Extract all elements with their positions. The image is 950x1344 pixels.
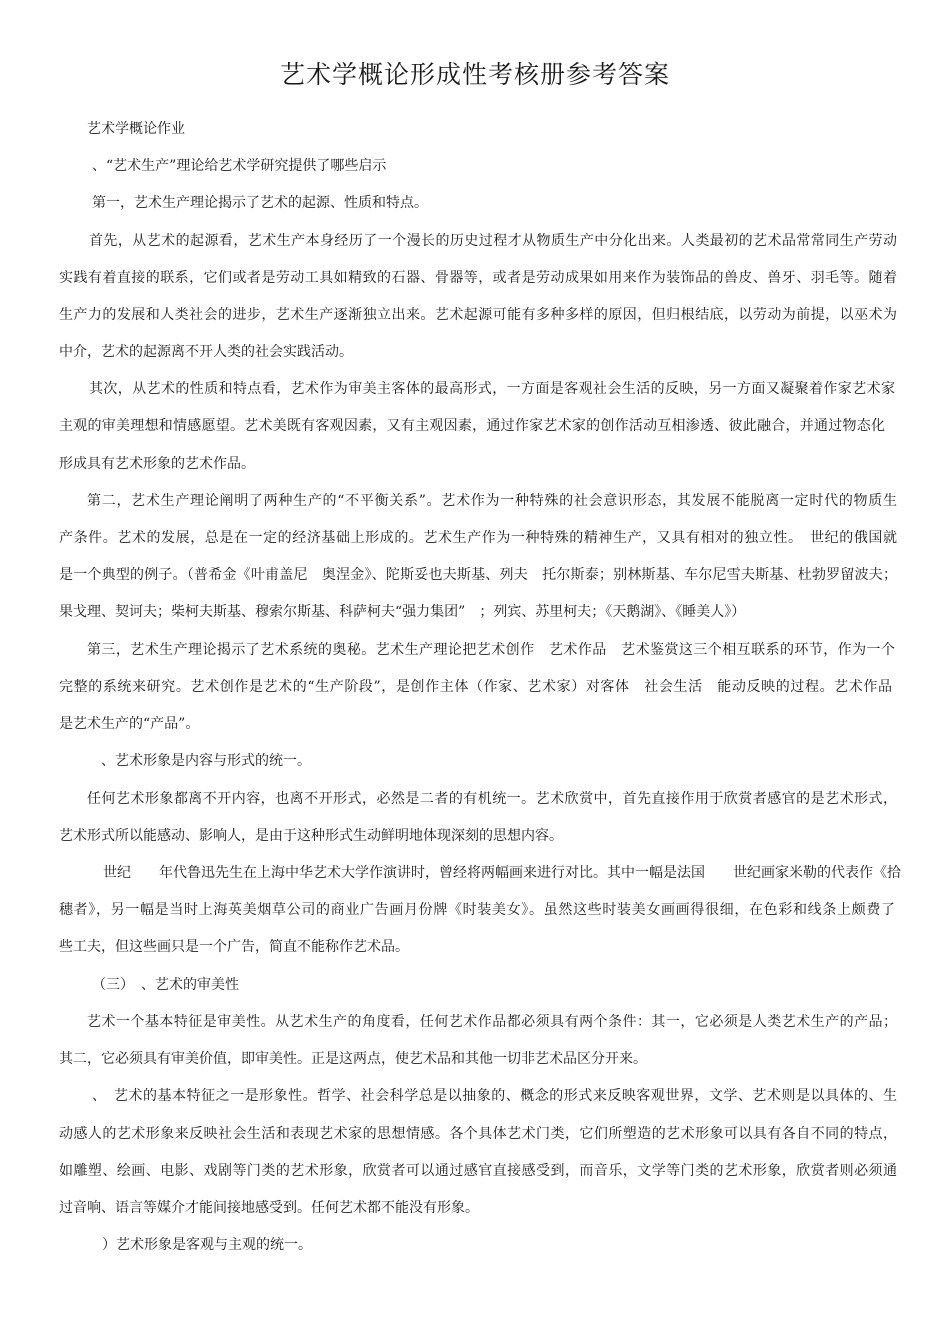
text-line: 穗者》，另一幅是当时上海英美烟草公司的商业广告画月份牌《时装美女》。虽然这些时装美女画画得很细，在色彩和线条上颇费了 [59, 902, 895, 918]
text-line: 其二，它必须具有审美价值，即审美性。正是这两点，使艺术品和其他一切非艺术品区分开来。 [59, 1051, 647, 1067]
section-heading: 、艺术形象是内容与形式的统一。 [101, 753, 311, 769]
question-heading: 、“艺术生产”理论给艺术学研究提供了哪些启示 [92, 158, 387, 174]
text-line: 第二，艺术生产理论阐明了两种生产的“不平衡关系”。艺术作为一种特殊的社会意识形态，其发展不能脱离一定时代的物质生 [87, 493, 897, 509]
text-line: 艺术形式所以能感动、影响人，是由于这种形式生动鲜明地体现深刻的思想内容。 [59, 828, 563, 844]
text-line: 动感人的艺术形象来反映社会生活和表现艺术家的思想情感。各个具体艺术门类，它们所塑造的艺术形象可以具有各自不同的特点， [59, 1126, 897, 1142]
text-line: 生产力的发展和人类社会的进步，艺术生产逐渐独立出来。艺术起源可能有多种多样的原因，但归根结底，以劳动为前提，以巫术为 [59, 307, 897, 323]
text-line: 是艺术生产的“产品”。 [59, 716, 200, 732]
text-line: 些工夫，但这些画只是一个广告，简直不能称作艺术品。 [59, 939, 409, 955]
text-line: 过音响、语言等媒介才能间接地感受到。任何艺术都不能没有形象。 [59, 1200, 479, 1216]
text-line: 产条件。艺术的发展，总是在一定的经济基础上形成的。艺术生产作为一种特殊的精神生产，又具有相对的独立性。 世纪的俄国就 [59, 530, 897, 546]
section-heading: ）艺术形象是客观与主观的统一。 [102, 1237, 312, 1253]
text-line: 主观的审美理想和情感愿望。艺术美既有客观因素，又有主观因素，通过作家艺术家的创作活动互相渗透、彼此融合，并通过物态化 [59, 418, 885, 434]
text-line: 是一个典型的例子。（普希金《叶甫盖尼 奥涅金》、陀斯妥也夫斯基、列夫 托尔斯泰；别林斯基、车尔尼雪夫斯基、杜勃罗留波夫； [59, 567, 897, 583]
text-line: 第一，艺术生产理论揭示了艺术的起源、性质和特点。 [92, 195, 428, 211]
document-title: 艺术学概论形成性考核册参考答案 [279, 60, 670, 89]
text-line: 任何艺术形象都离不开内容，也离不开形式，必然是二者的有机统一。艺术欣赏中，首先直接作用于欣赏者感官的是艺术形式， [87, 791, 897, 807]
text-line: 中介，艺术的起源离不开人类的社会实践活动。 [59, 344, 353, 360]
text-line: 艺术学概论作业 [87, 121, 185, 137]
text-line: 艺术一个基本特征是审美性。从艺术生产的角度看，任何艺术作品都必须具有两个条件：其一，它必须是人类艺术生产的产品； [87, 1014, 897, 1030]
text-line: 实践有着直接的联系，它们或者是劳动工具如精致的石器、骨器等，或者是劳动成果如用来作为装饰品的兽皮、兽牙、羽毛等。随着 [59, 270, 897, 286]
text-line: 形成具有艺术形象的艺术作品。 [59, 456, 255, 472]
text-line: 世纪 年代鲁迅先生在上海中华艺术大学作演讲时，曾经将两幅画来进行对比。其中一幅是法国 世纪画家米勒的代表作《拾 [103, 865, 901, 881]
text-line: 完整的系统来研究。艺术创作是艺术的“生产阶段”，是创作主体（作家、艺术家）对客体 社会生活 能动反映的过程。艺术作品 [59, 679, 892, 695]
text-line: 果戈理、契诃夫；柴柯夫斯基、穆索尔斯基、科萨柯夫“强力集团” ；列宾、苏里柯夫；《天鹅湖》、《睡美人》） [59, 604, 746, 620]
text-line: 首先，从艺术的起源看，艺术生产本身经历了一个漫长的历史过程才从物质生产中分化出来。人类最初的艺术品常常同生产劳动 [89, 233, 897, 249]
section-heading: （三） 、艺术的审美性 [92, 977, 239, 993]
text-line: 、 艺术的基本特征之一是形象性。哲学、社会科学总是以抽象的、概念的形式来反映客观世界，文学、艺术则是以具体的、生 [92, 1088, 897, 1104]
text-line: 如雕塑、绘画、电影、戏剧等门类的艺术形象，欣赏者可以通过感官直接感受到，而音乐，文学等门类的艺术形象，欣赏者则必须通 [59, 1163, 897, 1179]
text-line: 其次，从艺术的性质和特点看，艺术作为审美主客体的最高形式，一方面是客观社会生活的反映，另一方面又凝聚着作家艺术家 [89, 381, 895, 397]
text-line: 第三，艺术生产理论揭示了艺术系统的奥秘。艺术生产理论把艺术创作 艺术作品 艺术鉴赏这三个相互联系的环节，作为一个 [87, 642, 895, 658]
